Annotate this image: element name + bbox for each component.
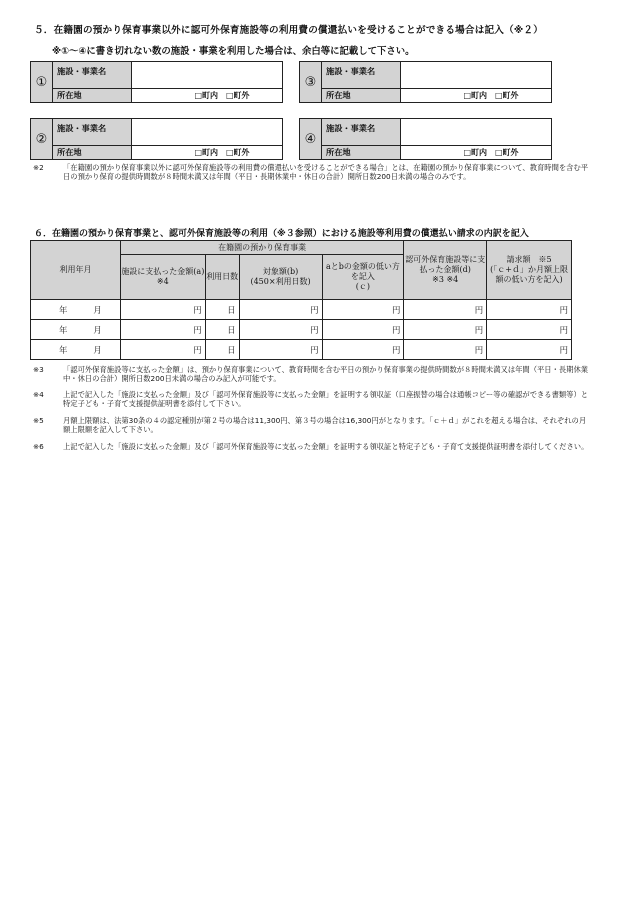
facility-name-field[interactable]	[401, 119, 552, 146]
facility-number: ③	[300, 62, 322, 103]
days-cell[interactable]: 日	[205, 320, 239, 340]
month-unit: 月	[93, 324, 102, 335]
section5-subtitle: ※①～④に書き切れない数の施設・事業を利用した場合は、余白等に記載して下さい。	[52, 46, 415, 57]
header-ninka-d-label: 認可外保育施設等に支払った金額(d)	[405, 255, 486, 274]
facility-name-label: 施設・事業名	[322, 62, 401, 89]
facility-name-label: 施設・事業名	[53, 62, 132, 89]
note-6	[33, 442, 593, 462]
header-claim-label: 請求額 ※5	[506, 255, 552, 264]
claim-breakdown-table	[30, 240, 572, 360]
month-unit: 月	[93, 344, 102, 355]
note-text: 上記で記入した「施設に支払った金額」及び「認可外保育施設等に支払った金額」を証明する領収証（口座振替の場合は通帳コピー等の確認ができる書類等）と特定子ども・子育て支援提供証明書を添付して下さい。	[63, 390, 589, 409]
target-b-cell[interactable]: 円	[239, 300, 322, 320]
out-town-checkbox[interactable]: □町外	[226, 89, 283, 103]
target-b-cell[interactable]: 円	[239, 340, 322, 360]
in-town-checkbox[interactable]: □町内	[132, 146, 227, 160]
facility-table-1	[30, 61, 283, 103]
header-paid-a-note: ※4	[156, 277, 169, 286]
header-ninka-d	[404, 241, 487, 300]
facility-table-2	[30, 118, 283, 160]
note-mark: ※6	[33, 442, 44, 451]
header-paid-a	[120, 255, 205, 300]
facility-number: ④	[300, 119, 322, 160]
facility-address-label: 所在地	[322, 89, 401, 103]
days-cell[interactable]: 日	[205, 300, 239, 320]
note-text: 「在籍園の預かり保育事業以外に認可外保育施設等の利用費の償還払いを受けることができる場合」とは、在籍園の預かり保育事業について、教育時間を含む平日の預かり保育の提供時間数が８時間未満又は年間（平日・長期休業中・休日の合計）開所日数200日未満の場合のみです。	[63, 163, 589, 182]
facility-name-label: 施設・事業名	[322, 119, 401, 146]
ninka-d-cell[interactable]: 円	[404, 300, 487, 320]
facility-name-field[interactable]	[401, 62, 552, 89]
out-town-checkbox[interactable]: □町外	[495, 146, 552, 160]
header-claim	[487, 241, 572, 300]
note-text: 「認可外保育施設等に支払った金額」は、預かり保育事業について、教育時間を含む平日の預かり保育事業の提供時間数が８時間未満又は年間（平日・長期休業中・休日の合計）開所日数200日未満の場合のみ記入が可能です。	[63, 365, 589, 384]
facility-table-3	[299, 61, 552, 103]
year-unit: 年	[59, 344, 68, 355]
facility-name-label: 施設・事業名	[53, 119, 132, 146]
header-lower-c-mark: (ｃ)	[355, 282, 371, 291]
facility-table-4	[299, 118, 552, 160]
header-claim-desc: (「ｃ+ｄ」か月額上限額の低い方を記入)	[490, 265, 568, 284]
facility-address-label: 所在地	[53, 146, 132, 160]
in-town-checkbox[interactable]: □町内	[132, 89, 227, 103]
section5-title: ５．在籍園の預かり保育事業以外に認可外保育施設等の利用費の償還払いを受けることができる場合は記入（※２）	[34, 25, 544, 36]
header-lower-c	[322, 255, 404, 300]
out-town-checkbox[interactable]: □町外	[495, 89, 552, 103]
paid-a-cell[interactable]: 円	[120, 300, 205, 320]
period-cell[interactable]	[31, 300, 121, 320]
claim-cell[interactable]: 円	[487, 320, 572, 340]
note-text: 上記で記入した「施設に支払った金額」及び「認可外保育施設等に支払った金額」を証明する領収証と特定子ども・子育て支援提供証明書を添付してください。	[63, 442, 589, 451]
target-b-cell[interactable]: 円	[239, 320, 322, 340]
facility-number: ①	[31, 62, 53, 103]
claim-cell[interactable]: 円	[487, 300, 572, 320]
period-cell[interactable]	[31, 320, 121, 340]
note-4	[33, 390, 593, 410]
year-unit: 年	[59, 324, 68, 335]
note-mark: ※2	[33, 163, 44, 172]
facility-address-label: 所在地	[322, 146, 401, 160]
facility-name-field[interactable]	[132, 119, 283, 146]
ninka-d-cell[interactable]: 円	[404, 340, 487, 360]
note-3	[33, 365, 593, 385]
note-mark: ※5	[33, 416, 44, 425]
in-town-checkbox[interactable]: □町内	[401, 146, 496, 160]
paid-a-cell[interactable]: 円	[120, 340, 205, 360]
days-cell[interactable]: 日	[205, 340, 239, 360]
facility-name-field[interactable]	[132, 62, 283, 89]
note-5	[33, 416, 593, 436]
note-text: 月額上限額は、法第30条の４の認定種別が第２号の場合は11,300円、第３号の場合は16,300円がとなります。「ｃ＋ｄ」がこれを超える場合は、それぞれの月額上限額を記入して下さい。	[63, 416, 587, 435]
header-target-b-label: 対象額(b)	[262, 267, 299, 276]
year-unit: 年	[59, 304, 68, 315]
ninka-d-cell[interactable]: 円	[404, 320, 487, 340]
in-town-checkbox[interactable]: □町内	[401, 89, 496, 103]
table-row	[31, 300, 572, 320]
lower-c-cell[interactable]: 円	[322, 300, 404, 320]
table-row	[31, 340, 572, 360]
claim-cell[interactable]: 円	[487, 340, 572, 360]
paid-a-cell[interactable]: 円	[120, 320, 205, 340]
note-2	[33, 163, 593, 195]
note-mark: ※3	[33, 365, 44, 374]
header-days: 利用日数	[205, 255, 239, 300]
header-target-b-formula: (450×利用日数)	[250, 277, 311, 286]
section6-title: ６．在籍園の預かり保育事業と、認可外保育施設等の利用（※３参照）における施設等利用費の償還払い請求の内訳を記入	[34, 229, 529, 239]
lower-c-cell[interactable]: 円	[322, 320, 404, 340]
facility-address-label: 所在地	[53, 89, 132, 103]
header-period: 利用年月	[31, 241, 121, 300]
period-cell[interactable]	[31, 340, 121, 360]
note-mark: ※4	[33, 390, 44, 399]
lower-c-cell[interactable]: 円	[322, 340, 404, 360]
header-target-b	[239, 255, 322, 300]
header-lower-c-label: aとbの金額の低い方を記入	[325, 262, 400, 281]
out-town-checkbox[interactable]: □町外	[226, 146, 283, 160]
header-group: 在籍園の預かり保育事業	[120, 241, 403, 255]
header-paid-a-label: 施設に支払った金額(a)	[121, 267, 205, 276]
table-row	[31, 320, 572, 340]
facility-number: ②	[31, 119, 53, 160]
header-ninka-d-note: ※3 ※4	[432, 275, 459, 284]
month-unit: 月	[93, 304, 102, 315]
